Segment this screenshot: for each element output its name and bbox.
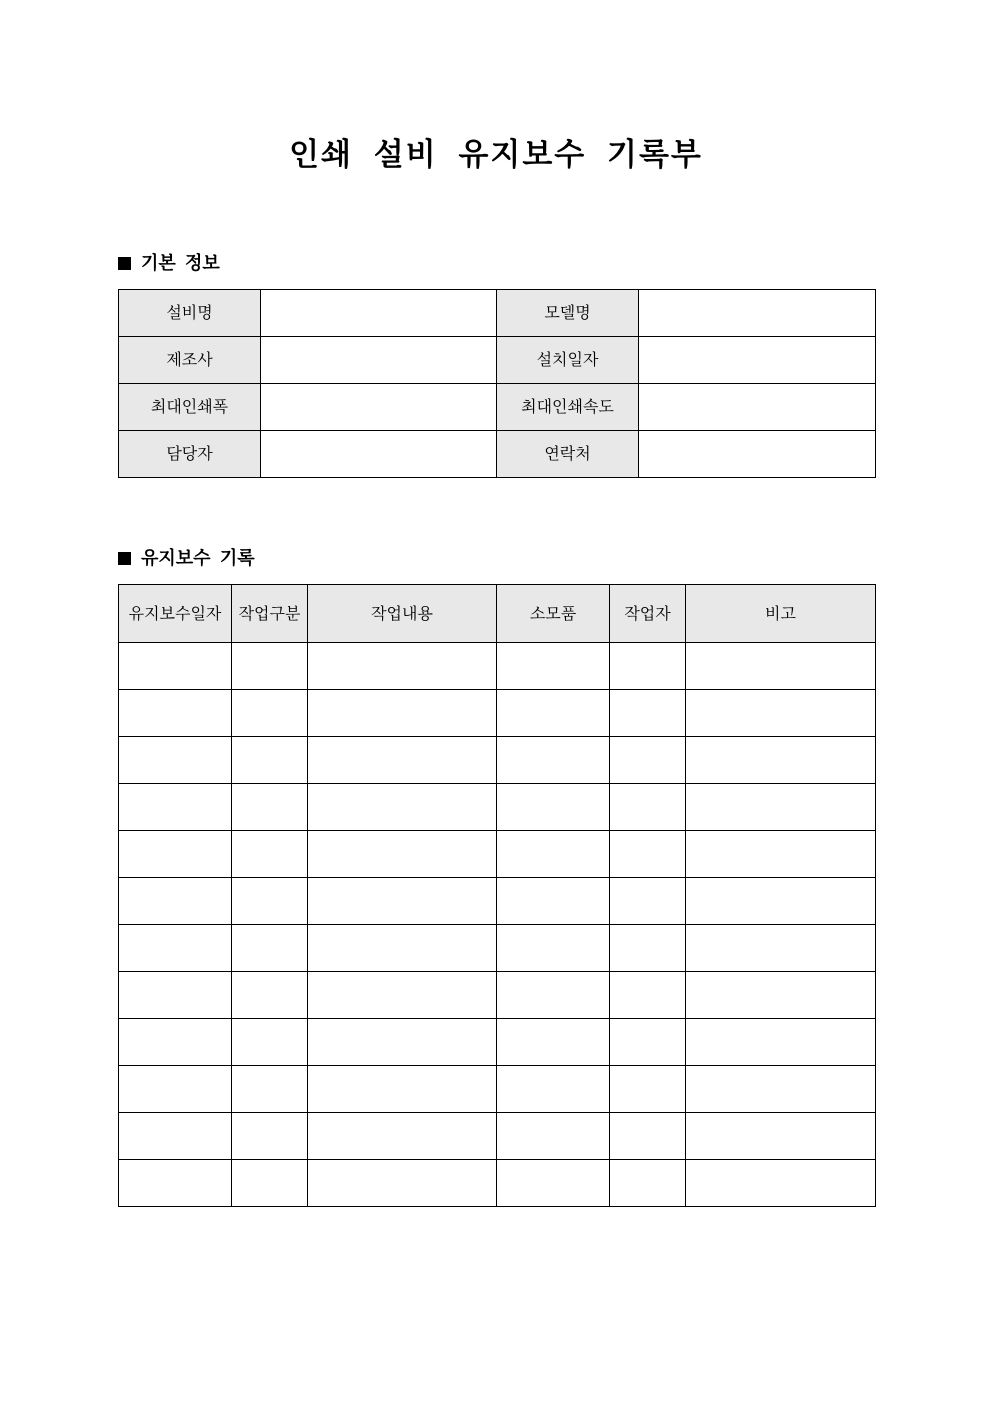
work-details-cell[interactable] bbox=[308, 972, 497, 1019]
section-heading-label: 유지보수 기록 bbox=[141, 548, 255, 569]
contact-field[interactable] bbox=[639, 431, 876, 478]
table-row bbox=[119, 737, 876, 784]
table-row bbox=[119, 1066, 876, 1113]
remarks-cell[interactable] bbox=[686, 1160, 876, 1207]
worker-cell[interactable] bbox=[610, 1113, 686, 1160]
column-header-maintenance-date: 유지보수일자 bbox=[119, 585, 232, 643]
consumables-cell[interactable] bbox=[497, 1019, 610, 1066]
column-header-worker: 작업자 bbox=[610, 585, 686, 643]
maintenance-records-table bbox=[118, 584, 876, 1207]
max-print-width-label: 최대인쇄폭 bbox=[119, 384, 261, 431]
manager-label: 담당자 bbox=[119, 431, 261, 478]
work-type-cell[interactable] bbox=[232, 737, 308, 784]
work-details-cell[interactable] bbox=[308, 878, 497, 925]
page-title: 인쇄 설비 유지보수 기록부 bbox=[289, 137, 703, 173]
remarks-cell[interactable] bbox=[686, 643, 876, 690]
work-details-cell[interactable] bbox=[308, 831, 497, 878]
work-details-cell[interactable] bbox=[308, 690, 497, 737]
consumables-cell[interactable] bbox=[497, 737, 610, 784]
table-row bbox=[119, 831, 876, 878]
worker-cell[interactable] bbox=[610, 1160, 686, 1207]
manufacturer-field[interactable] bbox=[261, 337, 497, 384]
consumables-cell[interactable] bbox=[497, 972, 610, 1019]
table-row bbox=[119, 972, 876, 1019]
column-header-work-details: 작업내용 bbox=[308, 585, 497, 643]
table-row bbox=[119, 290, 876, 337]
maintenance-date-cell[interactable] bbox=[119, 690, 232, 737]
consumables-cell[interactable] bbox=[497, 1066, 610, 1113]
table-row bbox=[119, 1113, 876, 1160]
table-row bbox=[119, 1019, 876, 1066]
work-type-cell[interactable] bbox=[232, 1160, 308, 1207]
manager-field[interactable] bbox=[261, 431, 497, 478]
max-print-speed-label: 최대인쇄속도 bbox=[497, 384, 639, 431]
remarks-cell[interactable] bbox=[686, 737, 876, 784]
work-type-cell[interactable] bbox=[232, 1113, 308, 1160]
work-type-cell[interactable] bbox=[232, 784, 308, 831]
work-details-cell[interactable] bbox=[308, 784, 497, 831]
worker-cell[interactable] bbox=[610, 972, 686, 1019]
column-header-remarks: 비고 bbox=[686, 585, 876, 643]
maintenance-date-cell[interactable] bbox=[119, 925, 232, 972]
worker-cell[interactable] bbox=[610, 737, 686, 784]
work-details-cell[interactable] bbox=[308, 1066, 497, 1113]
square-bullet-icon bbox=[118, 257, 131, 270]
maintenance-date-cell[interactable] bbox=[119, 784, 232, 831]
remarks-cell[interactable] bbox=[686, 784, 876, 831]
worker-cell[interactable] bbox=[610, 690, 686, 737]
worker-cell[interactable] bbox=[610, 1066, 686, 1113]
install-date-label: 설치일자 bbox=[497, 337, 639, 384]
table-row bbox=[119, 1160, 876, 1207]
work-details-cell[interactable] bbox=[308, 925, 497, 972]
remarks-cell[interactable] bbox=[686, 690, 876, 737]
equipment-name-field[interactable] bbox=[261, 290, 497, 337]
worker-cell[interactable] bbox=[610, 878, 686, 925]
work-type-cell[interactable] bbox=[232, 1066, 308, 1113]
work-details-cell[interactable] bbox=[308, 737, 497, 784]
work-type-cell[interactable] bbox=[232, 643, 308, 690]
consumables-cell[interactable] bbox=[497, 925, 610, 972]
table-row bbox=[119, 384, 876, 431]
maintenance-date-cell[interactable] bbox=[119, 1019, 232, 1066]
remarks-cell[interactable] bbox=[686, 925, 876, 972]
remarks-cell[interactable] bbox=[686, 1019, 876, 1066]
consumables-cell[interactable] bbox=[497, 1113, 610, 1160]
maintenance-date-cell[interactable] bbox=[119, 737, 232, 784]
work-type-cell[interactable] bbox=[232, 972, 308, 1019]
maintenance-date-cell[interactable] bbox=[119, 878, 232, 925]
remarks-cell[interactable] bbox=[686, 878, 876, 925]
table-row bbox=[119, 643, 876, 690]
maintenance-date-cell[interactable] bbox=[119, 972, 232, 1019]
work-details-cell[interactable] bbox=[308, 1160, 497, 1207]
work-details-cell[interactable] bbox=[308, 643, 497, 690]
work-type-cell[interactable] bbox=[232, 690, 308, 737]
column-header-consumables: 소모품 bbox=[497, 585, 610, 643]
basic-info-table bbox=[118, 289, 876, 478]
remarks-cell[interactable] bbox=[686, 1066, 876, 1113]
max-print-width-field[interactable] bbox=[261, 384, 497, 431]
table-row bbox=[119, 690, 876, 737]
maintenance-date-cell[interactable] bbox=[119, 1160, 232, 1207]
table-row bbox=[119, 925, 876, 972]
consumables-cell[interactable] bbox=[497, 878, 610, 925]
work-type-cell[interactable] bbox=[232, 925, 308, 972]
table-row bbox=[119, 337, 876, 384]
column-header-work-type: 작업구분 bbox=[232, 585, 308, 643]
work-type-cell[interactable] bbox=[232, 1019, 308, 1066]
worker-cell[interactable] bbox=[610, 831, 686, 878]
install-date-field[interactable] bbox=[639, 337, 876, 384]
maintenance-date-cell[interactable] bbox=[119, 643, 232, 690]
table-row bbox=[119, 878, 876, 925]
work-type-cell[interactable] bbox=[232, 878, 308, 925]
maintenance-date-cell[interactable] bbox=[119, 1066, 232, 1113]
worker-cell[interactable] bbox=[610, 784, 686, 831]
remarks-cell[interactable] bbox=[686, 1113, 876, 1160]
table-row bbox=[119, 431, 876, 478]
equipment-name-label: 설비명 bbox=[119, 290, 261, 337]
remarks-cell[interactable] bbox=[686, 972, 876, 1019]
work-details-cell[interactable] bbox=[308, 1113, 497, 1160]
square-bullet-icon bbox=[118, 552, 131, 565]
table-row bbox=[119, 784, 876, 831]
maintenance-date-cell[interactable] bbox=[119, 1113, 232, 1160]
consumables-cell[interactable] bbox=[497, 784, 610, 831]
worker-cell[interactable] bbox=[610, 643, 686, 690]
contact-label: 연락처 bbox=[497, 431, 639, 478]
consumables-cell[interactable] bbox=[497, 1160, 610, 1207]
work-details-cell[interactable] bbox=[308, 1019, 497, 1066]
consumables-cell[interactable] bbox=[497, 643, 610, 690]
max-print-speed-field[interactable] bbox=[639, 384, 876, 431]
model-name-field[interactable] bbox=[639, 290, 876, 337]
section-heading-records bbox=[118, 547, 255, 571]
section-heading-label: 기본 정보 bbox=[141, 253, 220, 274]
section-heading-basic-info bbox=[118, 252, 220, 276]
consumables-cell[interactable] bbox=[497, 831, 610, 878]
worker-cell[interactable] bbox=[610, 925, 686, 972]
model-name-label: 모델명 bbox=[497, 290, 639, 337]
table-header-row bbox=[119, 585, 876, 643]
consumables-cell[interactable] bbox=[497, 690, 610, 737]
worker-cell[interactable] bbox=[610, 1019, 686, 1066]
work-type-cell[interactable] bbox=[232, 831, 308, 878]
maintenance-date-cell[interactable] bbox=[119, 831, 232, 878]
records-body bbox=[119, 643, 876, 1207]
remarks-cell[interactable] bbox=[686, 831, 876, 878]
manufacturer-label: 제조사 bbox=[119, 337, 261, 384]
